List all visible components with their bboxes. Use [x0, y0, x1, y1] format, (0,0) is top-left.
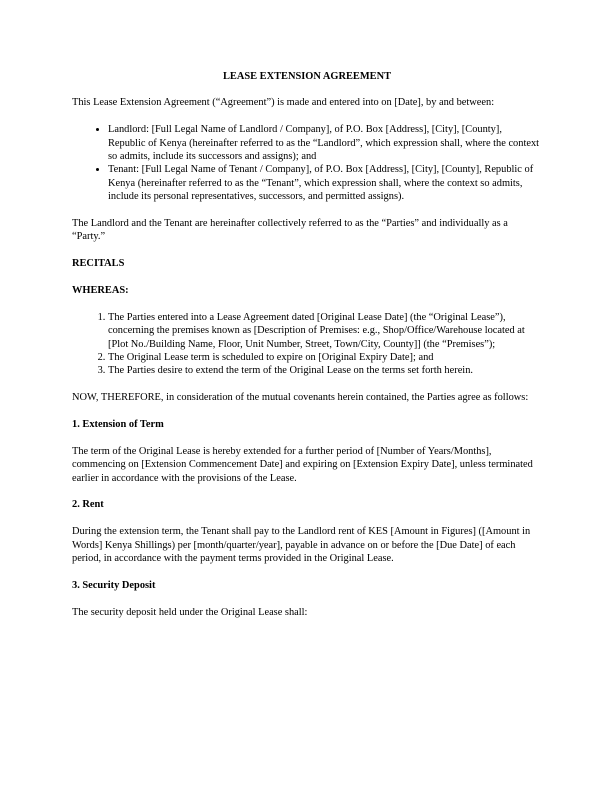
recital-item: 1. The Parties entered into a Lease Agreement dated [Original Lease Date] (the “Original Lease”), concerning the premises known as [Description of Premises: e.g., Shop/Office/Warehouse located at [Plot No./Building Name, Floor, Unit Number, Street, Town/City, County]] (the “Premises”);: [108, 311, 542, 351]
document-title: LEASE EXTENSION AGREEMENT: [222, 71, 392, 82]
section-body-rent: During the extension term, the Tenant shall pay to the Landlord rent of KES [Amount in Figures] ([Amount in Words] Kenya Shillings) per [month/quarter/year], payable in advance on or before the [Due Date] of each period, in accordance with the payment terms provided in the Original Lease.: [72, 526, 531, 565]
section-body-security-deposit: The security deposit held under the Original Lease shall:: [72, 606, 308, 618]
party-landlord: • Landlord: [Full Legal Name of Landlord / Company], of P.O. Box [Address], [City], [County], Republic of Kenya (hereinafter referred to as the “Landlord”, which expression shall, where the context so admits, include its successors and assigns); and: [108, 123, 542, 163]
section-heading-security-deposit: 3. Security Deposit: [72, 579, 156, 591]
recitals-heading: RECITALS: [72, 258, 125, 270]
parties-note: The Landlord and the Tenant are hereinafter collectively referred to as the “Parties” and individually as a “Party.”: [72, 218, 508, 243]
document-page: [72, 70, 542, 632]
intro-paragraph: This Lease Extension Agreement (“Agreement”) is made and entered into on [Date], by and between:: [72, 97, 495, 109]
whereas-heading: WHEREAS:: [72, 285, 129, 297]
recital-item: 2. The Original Lease term is scheduled to expire on [Original Expiry Date]; and: [108, 351, 542, 364]
recital-item: 3. The Parties desire to extend the term of the Original Lease on the terms set forth herein.: [108, 364, 542, 377]
section-heading-rent: 2. Rent: [72, 499, 104, 511]
party-tenant: • Tenant: [Full Legal Name of Tenant / Company], of P.O. Box [Address], [City], [County], Republic of Kenya (hereinafter referred to as the “Tenant”, which expression shall, where the context so admits, include its personal representatives, successors, and permitted assigns).: [108, 163, 542, 203]
recitals-list: [72, 311, 542, 378]
now-therefore-paragraph: NOW, THEREFORE, in consideration of the mutual covenants herein contained, the Parties agree as follows:: [72, 392, 529, 404]
parties-list: [72, 123, 542, 203]
section-heading-extension: 1. Extension of Term: [72, 419, 164, 431]
section-body-extension: The term of the Original Lease is hereby extended for a further period of [Number of Years/Months], commencing on [Extension Commencement Date] and expiring on [Extension Expiry Date], unless terminated earlier in accordance with the provisions of the Lease.: [72, 445, 533, 484]
